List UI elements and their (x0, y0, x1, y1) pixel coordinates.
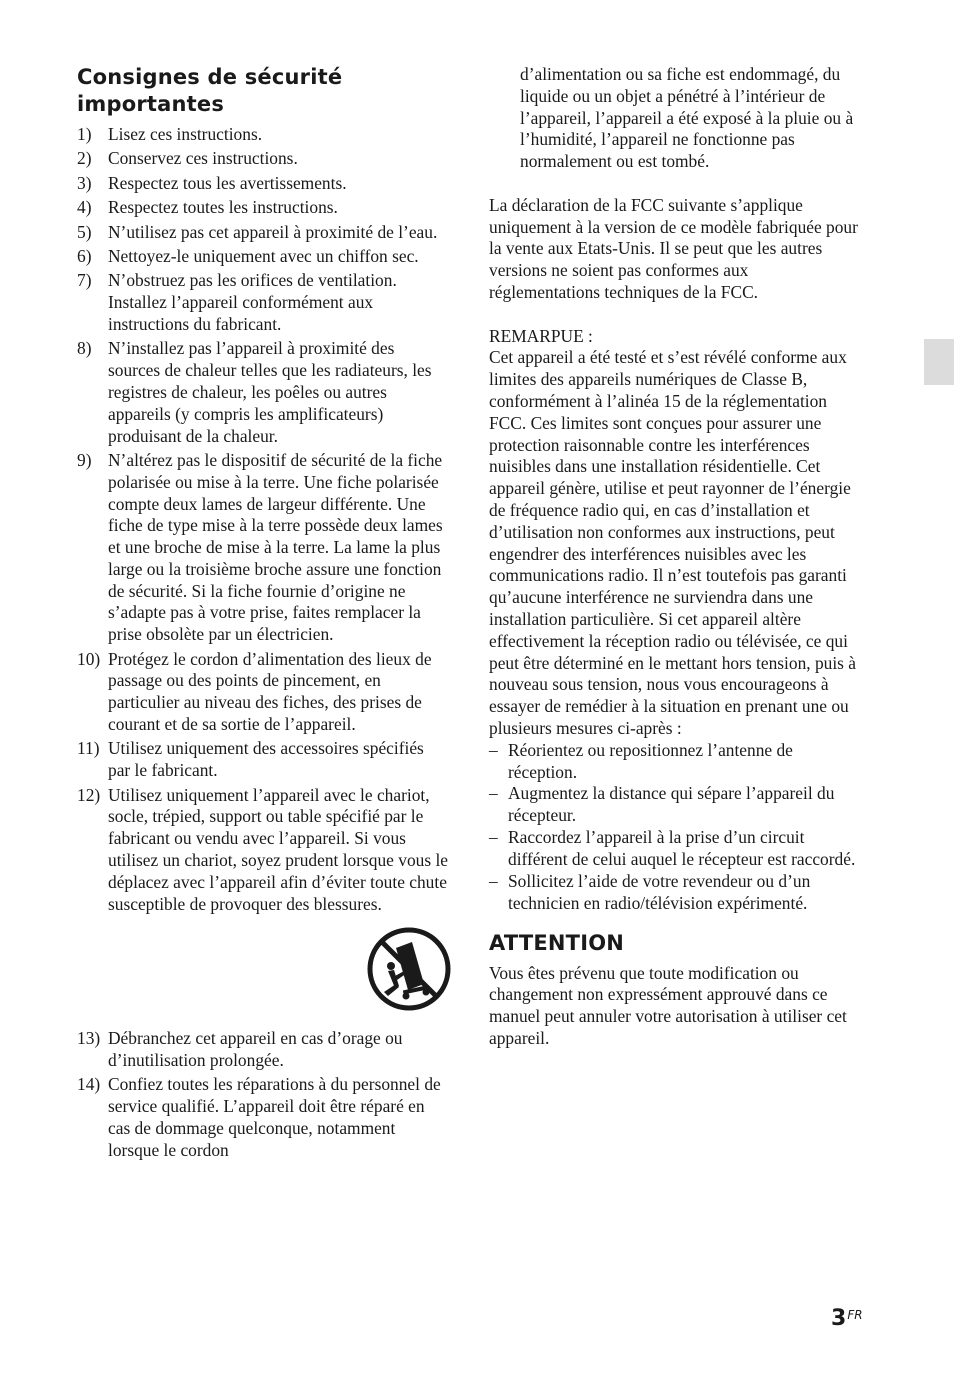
remark-label: REMARPUE : (489, 325, 593, 346)
list-item: 12) Utilisez uniquement l’appareil avec le chariot, socle, trépied, support ou table spécifié par le fabricant ou vendu avec l’appareil. Si vous utilisez un chariot, soyez prudent lorsque vous le déplacez avec l’appareil afin d’éviter toute chute susceptible de provoquer des blessures. (77, 784, 449, 914)
right-column (489, 64, 861, 1050)
left-column (77, 64, 449, 1164)
page-number-value: 3 (831, 1306, 847, 1331)
cart-tip-over-warning-icon (366, 926, 452, 1012)
attention-paragraph: Vous êtes prévenu que toute modification ou changement non expressément approuvé dans ce manuel peut annuler votre autorisation à utiliser cet appareil. (489, 962, 847, 1049)
list-item: 1) Lisez ces instructions. (77, 124, 263, 144)
list-item: 7) N’obstruez pas les orifices de ventilation. Installez l’appareil conformément aux instructions du fabricant. (77, 270, 397, 334)
cart-warning-container (77, 918, 449, 1028)
list-item: – Augmentez la distance qui sépare l’appareil du récepteur. (489, 783, 835, 826)
list-item: 10) Protégez le cordon d’alimentation des lieux de passage ou des points de pincement, en particulier au niveau des fiches, des prises de courant et de sa sortie de l’appareil. (77, 648, 432, 735)
list-item: 5) N’utilisez pas cet appareil à proximité de l’eau. (77, 221, 438, 242)
section-heading: Consignes de sécurité importantes (77, 65, 343, 116)
page-number (831, 1306, 863, 1331)
list-item: 4) Respectez toutes les instructions. (77, 197, 338, 218)
list-item: – Raccordez l’appareil à la prise d’un circuit différent de celui auquel le récepteur est raccordé. (489, 827, 856, 870)
fcc-paragraph: La déclaration de la FCC suivante s’applique uniquement à la version de ce modèle fabriquée pour la vente aux Etats-Unis. Il se peut que les autres versions ne soient pas conformes aux réglementations techniques de la FCC. (489, 194, 858, 302)
list-item: 9) N’altérez pas le dispositif de sécurité de la fiche polarisée ou mise à la terre. Une fiche polarisée compte deux lames de largeur différente. Une fiche de type mise à la terre possède deux lames et une broche de mise à la terre. La lame la plus large ou la troisième broche assure une fonction de sécurité. Si la fiche fournie d’origine ne s’adapte pas à votre prise, faites remplacer la prise obsolète par un électricien. (77, 449, 443, 645)
list-item: 2) Conservez ces instructions. (77, 148, 298, 169)
page-language: FR (847, 1308, 863, 1322)
remark-paragraph: Cet appareil a été testé et s’est révélé conforme aux limites des appareils numériques de Classe B, conformément à l’alinéa 15 de la réglementation FCC. Ces limites sont conçues pour assurer une protection raisonnable contre les interférences nuisibles dans une installation résidentielle. Cet appareil génère, utilise et peut rayonner de l’énergie de fréquence radio qui, en cas d’installation et d’utilisation non conformes aux instructions, peut engendrer des interférences nuisibles avec les communications radio. Il n’est toutefois pas garanti qu’aucune interférence ne surviendra dans une installation particulière. Si cet appareil altère effectivement la réception radio ou télévisée, ce qui peut être déterminé en le mettant hors tension, puis à nouveau sous tension, nous vous encourageons à essayer de remédier à la situation en prenant une ou plusieurs mesures ci-après : (489, 347, 857, 738)
list-item: 11) Utilisez uniquement des accessoires spécifiés par le fabricant. (77, 738, 424, 781)
list-item: 14) Confiez toutes les réparations à du personnel de service qualifié. L’appareil doit être réparé en cas de dommage quelconque, notamment lorsque le cordon (77, 1074, 441, 1160)
safety-list (77, 124, 449, 915)
list-item: – Sollicitez l’aide de votre revendeur ou d’un technicien en radio/télévision expérimenté. (489, 871, 811, 913)
safety-list-continued (77, 1028, 449, 1161)
measures-list (489, 740, 861, 915)
list-item: 6) Nettoyez-le uniquement avec un chiffon sec. (77, 245, 419, 266)
list-item-continuation: d’alimentation ou sa fiche est endommagé, du liquide ou un objet a pénétré à l’intérieur de l’appareil, l’appareil a été exposé à la pluie ou à l’humidité, l’appareil ne fonctionne pas normalement ou est tombé. (520, 64, 854, 172)
side-thumb-tab (924, 339, 954, 385)
list-item: 3) Respectez tous les avertissements. (77, 172, 347, 193)
list-item: 13) Débranchez cet appareil en cas d’orage ou d’inutilisation prolongée. (77, 1028, 403, 1070)
attention-heading: ATTENTION (489, 930, 625, 955)
list-item: 8) N’installez pas l’appareil à proximité des sources de chaleur telles que les radiateurs, les registres de chaleur, les poêles ou autres appareils (y compris les amplificateurs) produisant de la chaleur. (77, 338, 432, 446)
list-item: – Réorientez ou repositionnez l’antenne de réception. (489, 739, 793, 782)
